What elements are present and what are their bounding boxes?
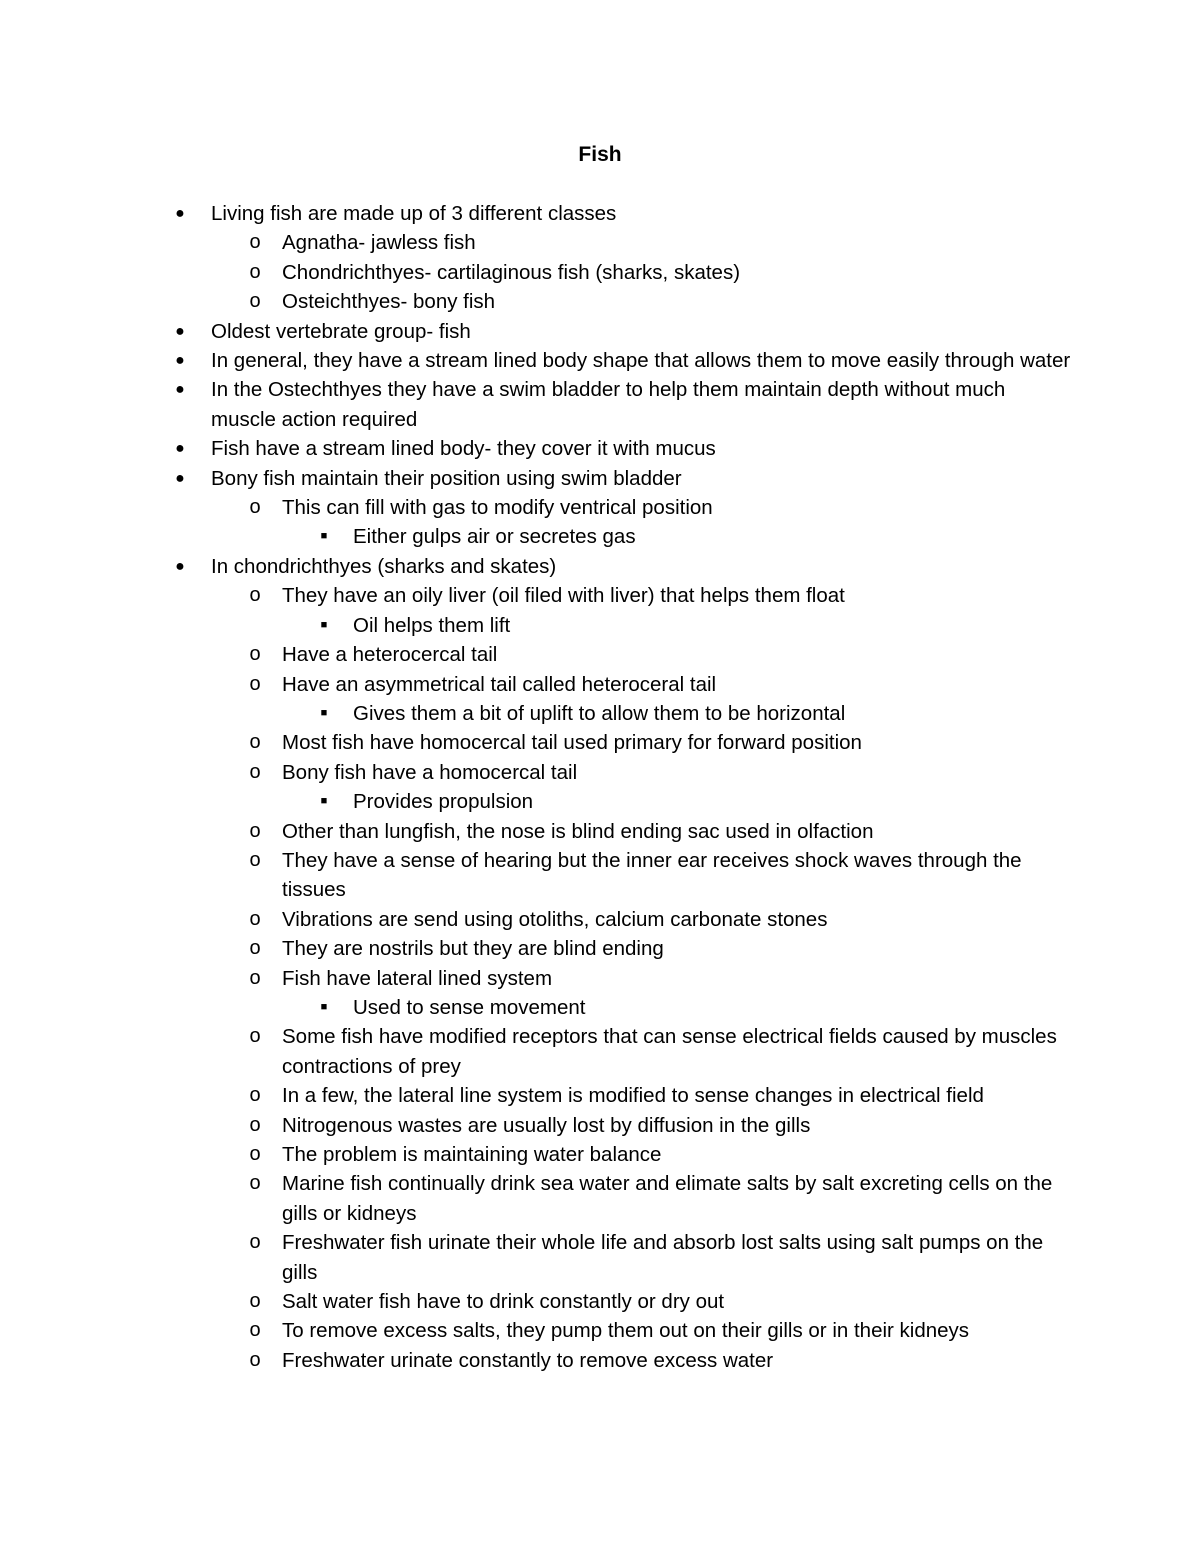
bullet-circle-icon: o xyxy=(249,584,261,607)
bullet-circle-icon: o xyxy=(249,496,261,519)
bullet-dot-icon: ● xyxy=(175,322,185,340)
bullet-circle-icon: o xyxy=(249,937,261,960)
list-item-level-2 xyxy=(0,1169,1200,1228)
list-item-text: Fish have lateral lined system xyxy=(282,966,553,990)
list-item-level-2 xyxy=(0,287,1200,316)
list-item-text: Used to sense movement xyxy=(353,995,586,1019)
list-item-text: Bony fish have a homocercal tail xyxy=(282,760,578,784)
list-item-level-2 xyxy=(0,1140,1200,1169)
list-item-level-3 xyxy=(0,787,1200,816)
list-item-text: Chondrichthyes- cartilaginous fish (sharks, skates) xyxy=(282,260,741,284)
list-item-text: The problem is maintaining water balance xyxy=(282,1143,662,1166)
list-item-text: Osteichthyes- bony fish xyxy=(282,290,496,314)
list-item-text: To remove excess salts, they pump them out on their gills or in their kidneys xyxy=(282,1319,970,1343)
list-item-text: They have an oily liver (oil filed with liver) that helps them float xyxy=(282,584,845,608)
list-item-level-2 xyxy=(0,670,1200,699)
list-item-level-1 xyxy=(0,317,1200,346)
bullet-circle-icon: o xyxy=(249,1025,261,1048)
list-item-text: Living fish are made up of 3 different classes xyxy=(211,202,617,225)
list-item-text: Nitrogenous wastes are usually lost by diffusion in the gills xyxy=(282,1113,811,1137)
bullet-circle-icon: o xyxy=(249,1319,261,1342)
bullet-dot-icon: ● xyxy=(175,557,185,575)
list-item-text: Agnatha- jawless fish xyxy=(282,231,476,255)
bullet-circle-icon: o xyxy=(249,672,261,695)
bullet-dot-icon: ● xyxy=(175,440,185,458)
list-item-level-2 xyxy=(0,228,1200,257)
list-item-level-3 xyxy=(0,699,1200,728)
list-item-text: Fish have a stream lined body- they cover it with mucus xyxy=(211,437,716,461)
list-item-text: Gives them a bit of uplift to allow them to be horizontal xyxy=(353,701,846,725)
list-item-level-2 xyxy=(0,1111,1200,1140)
list-item-text: Vibrations are send using otoliths, calcium carbonate stones xyxy=(282,907,828,931)
list-item-text: Oil helps them lift xyxy=(353,613,511,637)
list-item-text: This can fill with gas to modify ventrical position xyxy=(282,496,713,520)
list-item-level-2 xyxy=(0,640,1200,669)
list-item-text: In the Ostechthyes they have a swim bladder to help them maintain depth without much muscle action required xyxy=(211,378,1006,431)
bullet-circle-icon: o xyxy=(249,731,261,754)
list-item-text: Freshwater urinate constantly to remove excess water xyxy=(282,1348,774,1372)
list-item-level-2 xyxy=(0,258,1200,287)
list-item-level-1 xyxy=(0,199,1200,228)
list-item-level-2 xyxy=(0,1287,1200,1316)
list-item-level-2 xyxy=(0,817,1200,846)
list-item-level-2 xyxy=(0,1022,1200,1081)
list-item-text: Salt water fish have to drink constantly or dry out xyxy=(282,1290,725,1314)
bullet-circle-icon: o xyxy=(249,1231,261,1254)
list-item-level-1 xyxy=(0,346,1200,375)
list-item-text: Bony fish maintain their position using swim bladder xyxy=(211,466,682,490)
page-title: Fish xyxy=(578,143,622,166)
list-item-text: In a few, the lateral line system is modified to sense changes in electrical field xyxy=(282,1084,984,1108)
list-item-text: In chondrichthyes (sharks and skates) xyxy=(211,554,557,578)
bullet-circle-icon: o xyxy=(249,907,261,930)
list-item-level-2 xyxy=(0,846,1200,905)
list-item-level-2 xyxy=(0,493,1200,522)
bullet-circle-icon: o xyxy=(249,290,261,313)
bullet-circle-icon: o xyxy=(249,1143,261,1165)
list-item-level-1 xyxy=(0,375,1200,434)
list-item-text: Some fish have modified receptors that can sense electrical fields caused by muscles contractions of prey xyxy=(282,1025,1057,1078)
bullet-circle-icon: o xyxy=(249,1348,261,1371)
list-item-text: Provides propulsion xyxy=(353,790,534,814)
bullet-square-icon: ■ xyxy=(320,795,328,808)
bullet-circle-icon: o xyxy=(249,819,261,842)
list-item-text: Marine fish continually drink sea water and elimate salts by salt excreting cells on the gills or kidneys xyxy=(282,1172,1053,1225)
bullet-circle-icon: o xyxy=(249,848,261,871)
bullet-circle-icon: o xyxy=(249,760,261,783)
bullet-dot-icon: ● xyxy=(175,469,185,487)
bullet-circle-icon: o xyxy=(249,1172,261,1195)
bullet-square-icon: ■ xyxy=(320,1000,328,1013)
list-item-text: Other than lungfish, the nose is blind ending sac used in olfaction xyxy=(282,819,874,843)
bullet-dot-icon: ● xyxy=(175,352,185,370)
list-item-level-2 xyxy=(0,1316,1200,1345)
list-item-level-2 xyxy=(0,1346,1200,1375)
list-item-level-3 xyxy=(0,522,1200,551)
list-item-text: Either gulps air or secretes gas xyxy=(353,525,636,549)
list-item-text: Freshwater fish urinate their whole life and absorb lost salts using salt pumps on the gills xyxy=(282,1231,1044,1284)
bullet-circle-icon: o xyxy=(249,1084,261,1107)
list-item-text: Most fish have homocercal tail used primary for forward position xyxy=(282,731,862,755)
bullet-circle-icon: o xyxy=(249,260,261,283)
list-item-text: They have a sense of hearing but the inner ear receives shock waves through the tissues xyxy=(282,848,1022,902)
list-item-level-1 xyxy=(0,552,1200,581)
bullet-square-icon: ■ xyxy=(320,618,328,631)
bullet-square-icon: ■ xyxy=(320,530,328,543)
list-item-text: Oldest vertebrate group- fish xyxy=(211,319,471,343)
list-item-level-1 xyxy=(0,434,1200,463)
bullet-list xyxy=(0,199,1200,1375)
list-item-level-2 xyxy=(0,758,1200,787)
bullet-dot-icon: ● xyxy=(175,381,185,399)
list-item-level-2 xyxy=(0,905,1200,934)
bullet-circle-icon: o xyxy=(249,231,261,254)
list-item-level-2 xyxy=(0,934,1200,963)
bullet-circle-icon: o xyxy=(249,1290,261,1313)
list-item-level-1 xyxy=(0,464,1200,493)
list-item-level-2 xyxy=(0,1228,1200,1287)
bullet-circle-icon: o xyxy=(249,1113,261,1136)
bullet-circle-icon: o xyxy=(249,966,261,989)
list-item-level-2 xyxy=(0,728,1200,757)
list-item-text: Have an asymmetrical tail called heteroceral tail xyxy=(282,672,717,696)
bullet-dot-icon: ● xyxy=(175,205,185,222)
list-item-level-2 xyxy=(0,1081,1200,1110)
list-item-level-2 xyxy=(0,581,1200,610)
list-item-text: Have a heterocercal tail xyxy=(282,643,498,667)
list-item-level-3 xyxy=(0,611,1200,640)
list-item-level-2 xyxy=(0,964,1200,993)
bullet-square-icon: ■ xyxy=(320,706,328,719)
list-item-level-3 xyxy=(0,993,1200,1022)
list-item-text: In general, they have a stream lined body shape that allows them to move easily through water xyxy=(211,349,1071,373)
bullet-circle-icon: o xyxy=(249,643,261,666)
list-item-text: They are nostrils but they are blind ending xyxy=(282,937,664,961)
